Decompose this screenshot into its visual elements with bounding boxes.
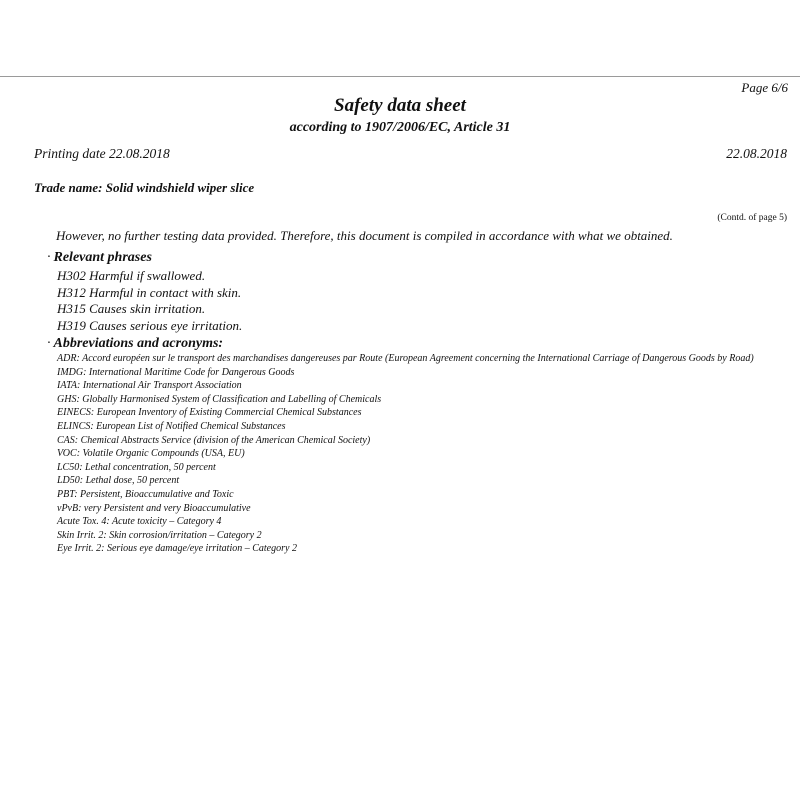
abbreviation-item: PBT: Persistent, Bioaccumulative and Toxic <box>57 488 234 500</box>
abbreviation-item: LD50: Lethal dose, 50 percent <box>57 475 180 487</box>
abbreviation-item: Skin Irrit. 2: Skin corrosion/irritation – Category 2 <box>57 529 262 541</box>
abbreviation-item: CAS: Chemical Abstracts Service (division of the American Chemical Society) <box>57 434 371 446</box>
hazard-phrase: H315 Causes skin irritation. <box>57 301 206 316</box>
document-title: Safety data sheet <box>334 95 466 116</box>
relevant-phrases-heading <box>47 250 152 266</box>
document-subtitle: according to 1907/2006/EC, Article 31 <box>289 120 511 135</box>
relevant-phrases-list <box>57 268 242 334</box>
trade-name: Trade name: Solid windshield wiper slice <box>34 180 255 195</box>
continued-note: (Contd. of page 5) <box>717 213 787 223</box>
abbreviation-item: vPvB: very Persistent and very Bioaccumulative <box>57 502 251 514</box>
abbreviations-heading <box>47 336 223 352</box>
hazard-phrase: H302 Harmful if swallowed. <box>57 268 206 283</box>
abbreviation-item: VOC: Volatile Organic Compounds (USA, EU) <box>57 448 245 460</box>
abbreviations-heading-label: Abbreviations and acronyms: <box>53 336 224 351</box>
abbreviation-item: IMDG: International Maritime Code for Dangerous Goods <box>57 366 295 378</box>
abbreviation-item: IATA: International Air Transport Association <box>57 380 242 392</box>
printing-date: Printing date 22.08.2018 <box>34 146 170 161</box>
abbreviation-item: GHS: Globally Harmonised System of Classification and Labelling of Chemicals <box>57 393 382 405</box>
intro-text: However, no further testing data provided. Therefore, this document is compiled in accordance with what we obtained. <box>56 228 673 243</box>
hazard-phrase: H319 Causes serious eye irritation. <box>57 317 243 333</box>
bullet-dot: · <box>47 250 51 265</box>
header-rule <box>0 76 800 77</box>
abbreviation-item: Eye Irrit. 2: Serious eye damage/eye irritation – Category 2 <box>57 543 297 555</box>
relevant-phrases-heading-label: Relevant phrases <box>53 250 152 265</box>
abbreviations-list <box>57 352 792 556</box>
abbreviation-item: ELINCS: European List of Notified Chemical Substances <box>57 420 286 432</box>
bullet-dot: · <box>47 336 51 351</box>
hazard-phrase: H312 Harmful in contact with skin. <box>57 284 242 300</box>
abbreviation-item: EINECS: European Inventory of Existing Commercial Chemical Substances <box>57 407 362 419</box>
abbreviation-item: ADR: Accord européen sur le transport des marchandises dangereuses par Route (European Agreement concerning the International Carriage of Dangerous Goods by Road) <box>57 353 754 364</box>
abbreviation-item: LC50: Lethal concentration, 50 percent <box>57 461 216 473</box>
page-number: Page 6/6 <box>741 80 788 95</box>
abbreviation-item: Acute Tox. 4: Acute toxicity – Category 4 <box>57 516 222 528</box>
revision-date: 22.08.2018 <box>726 146 787 161</box>
